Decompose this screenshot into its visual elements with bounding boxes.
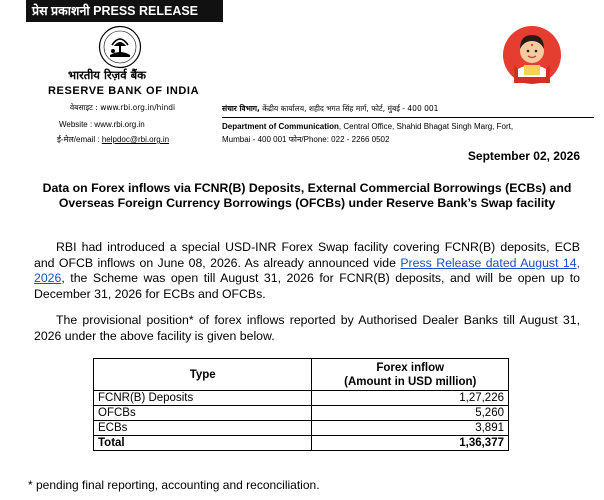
press-release-title: Data on Forex inflows via FCNR(B) Deposits, External Commercial Borrowings (ECBs) and Overseas Foreign Currency Borrowings (OFCBs) under Reserve Bank’s Swap facility (42, 181, 572, 210)
table-row (94, 391, 509, 406)
department-address-phone: Mumbai - 400 001 फोन/Phone: 022 - 2266 0502 (222, 135, 390, 144)
org-name-english: RESERVE BANK OF INDIA (48, 85, 200, 97)
table-header-row (94, 359, 509, 391)
header-type: Type (94, 359, 312, 391)
row-value: 3,891 (312, 421, 509, 436)
header-forex-inflow (312, 359, 509, 391)
press-release-banner: प्रेस प्रकाशनी PRESS RELEASE (26, 0, 223, 22)
website-hindi[interactable]: वेबसाइट : www.rbi.org.in/hindi (70, 103, 176, 112)
table-total-row (94, 436, 509, 451)
department-hindi-address: केंद्रीय कार्यालय, शहीद भगत सिंह मार्ग, फोर्ट, मुंबई - 400 001 (259, 104, 439, 113)
department-english-label: Department of Communication (222, 122, 339, 131)
press-release-link[interactable]: Press Release dated August 14, 2026 (34, 255, 581, 285)
row-type: OFCBs (94, 406, 312, 421)
footnote: * pending final reporting, accounting and reconciliation. (28, 478, 320, 492)
row-value: 5,260 (312, 406, 509, 421)
department-hindi (222, 104, 438, 114)
header-divider (222, 117, 594, 118)
email-link[interactable]: helpdoc@rbi.org.in (101, 135, 170, 144)
department-english-address: , Central Office, Shahid Bhagat Singh Marg, Fort, (338, 122, 514, 131)
release-date: September 02, 2026 (467, 149, 580, 163)
table-row (94, 421, 509, 436)
row-value: 1,27,226 (312, 391, 509, 406)
forex-inflow-table (93, 358, 509, 451)
table-row (94, 406, 509, 421)
website-english[interactable]: Website : www.rbi.org.in (59, 120, 145, 129)
header-inflow-line2: (Amount in USD million) (344, 375, 477, 388)
total-label: Total (94, 436, 312, 451)
paragraph-scheme-text-a: RBI had introduced a special USD-INR Forex Swap facility covering FCNR(B) deposits, ECB and OFCB inflows on June 08, 2026. As already announced vide (34, 240, 580, 270)
email-label: ई-मेल/email : (57, 135, 100, 144)
department-hindi-label: संचार विभाग, (222, 104, 260, 113)
row-type: ECBs (94, 421, 312, 436)
header-inflow-line1: Forex inflow (376, 361, 445, 374)
row-type: FCNR(B) Deposits (94, 391, 312, 406)
department-english (222, 122, 513, 131)
rbi-mascot-logo-icon (502, 25, 562, 85)
total-value: 1,36,377 (312, 436, 509, 451)
paragraph-provisional: The provisional position* of forex inflows reported by Authorised Dealer Banks till August 31, 2026 under the above facility is given below. (34, 313, 580, 343)
paragraph-scheme-text-b: , the Scheme was open till August 31, 2026 for FCNR(B) deposits, and will be open up to December 31, 2026 for ECBs and OFCBs. (34, 271, 580, 301)
paragraph-scheme (34, 240, 580, 302)
email-line (57, 134, 169, 145)
org-name-hindi: भारतीय रिज़र्व बैंक (68, 68, 146, 82)
rbi-emblem-icon (98, 25, 142, 69)
